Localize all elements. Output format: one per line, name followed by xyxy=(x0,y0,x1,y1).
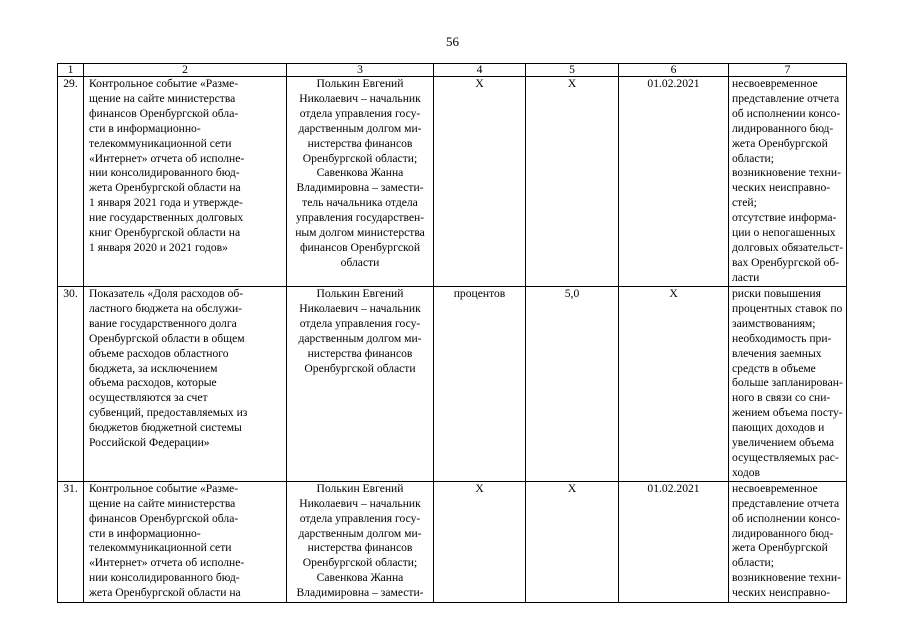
description-cell xyxy=(84,287,287,482)
cell-text-line: финансов Оренбургской xyxy=(299,240,421,254)
cell-text-line: ние государственных долговых xyxy=(89,211,244,225)
cell-text-line: книг Оренбургской области на xyxy=(89,226,241,240)
cell-text-line: представление отчета xyxy=(732,496,840,510)
document-table-container xyxy=(57,63,846,603)
responsible-cell xyxy=(287,77,434,287)
table-row xyxy=(58,481,847,602)
cell-text-line: ческих неисправно- xyxy=(732,181,831,195)
cell-text-line: «Интернет» отчета об исполне- xyxy=(89,151,245,165)
cell-text-line: дарственным долгом ми- xyxy=(298,331,422,345)
cell-text-line: ции о непогашенных xyxy=(732,226,836,240)
cell-text-line: нистерства финансов xyxy=(307,541,413,555)
cell-text-line: дарственным долгом ми- xyxy=(298,526,422,540)
cell-text-line: жета Оренбургской области на xyxy=(89,586,241,600)
cell-text-line: управления государствен- xyxy=(295,211,425,225)
header-cell: 6 xyxy=(619,64,729,77)
cell-text-line: Оренбургской области; xyxy=(302,556,418,570)
header-cell: 3 xyxy=(287,64,434,77)
cell-text-line: щение на сайте министерства xyxy=(89,91,236,105)
cell-text-line: несвоевременное xyxy=(732,77,818,90)
cell-text-line: объеме расходов областного xyxy=(89,346,229,360)
cell-text-line: нии консолидированного бюд- xyxy=(89,571,240,585)
header-cell: 1 xyxy=(58,64,84,77)
cell-text-line: пающих доходов и xyxy=(732,421,825,435)
table-row xyxy=(58,77,847,287)
cell-text-line: представление отчета xyxy=(732,91,840,105)
cell-text-line: нии консолидированного бюд- xyxy=(89,166,240,180)
cell-text-line: Показатель «Доля расходов об- xyxy=(89,287,244,300)
cell-text-line: больше запланирован- xyxy=(732,376,843,390)
cell-text-line: ласти xyxy=(732,270,760,284)
header-cell: 5 xyxy=(526,64,619,77)
cell-text-line: 1 января 2021 года и утвержде- xyxy=(89,196,243,210)
cell-text-line: Оренбургской области xyxy=(304,361,416,375)
cell-text-line: ластного бюджета на обслужи- xyxy=(89,301,243,315)
header-cell: 4 xyxy=(434,64,526,77)
cell-text-line: Полькин Евгений xyxy=(316,481,404,495)
cell-text-line: 1 января 2020 и 2021 годов» xyxy=(89,240,228,254)
cell-text-line: Российской Федерации» xyxy=(89,436,210,450)
cell-text-line: тель начальника отдела xyxy=(302,196,418,210)
cell-text-line: субвенций, предоставляемых из xyxy=(89,406,248,420)
cell-text-line: ным долгом министерства xyxy=(295,226,425,240)
cell-text-line: жета Оренбургской xyxy=(732,541,828,555)
responsible-cell xyxy=(287,481,434,602)
cell-text-line: «Интернет» отчета об исполне- xyxy=(89,556,245,570)
cell-text-line: жета Оренбургской области на xyxy=(89,181,241,195)
cell-text-line: Савенкова Жанна xyxy=(316,571,404,585)
cell-text-line: финансов Оренбургской обла- xyxy=(89,511,239,525)
cell-text-line: финансов Оренбургской обла- xyxy=(89,106,239,120)
cell-text-line: несвоевременное xyxy=(732,481,818,495)
cell-text-line: области; xyxy=(732,556,774,570)
cell-text-line: влечения заемных xyxy=(732,346,822,360)
cell-text-line: Николаевич – начальник xyxy=(299,91,421,105)
value-cell: 5,0 xyxy=(526,287,619,482)
cell-text-line: Николаевич – начальник xyxy=(299,301,421,315)
cell-text-line: дарственным долгом ми- xyxy=(298,121,422,135)
value-cell: Х xyxy=(526,77,619,287)
page-number: 56 xyxy=(446,34,459,49)
cell-text-line: Владимировна – замести- xyxy=(296,586,424,600)
cell-text-line: Полькин Евгений xyxy=(316,77,404,90)
cell-text-line: Контрольное событие «Разме- xyxy=(89,77,239,90)
unit-cell: Х xyxy=(434,481,526,602)
cell-text-line: долговых обязательст- xyxy=(732,240,844,254)
cell-text-line: стей; xyxy=(732,196,757,210)
row-number: 30. xyxy=(58,287,84,482)
cell-text-line: вах Оренбургской об- xyxy=(732,255,840,269)
cell-text-line: возникновение техни- xyxy=(732,166,841,180)
cell-text-line: заимствованиям; xyxy=(732,316,816,330)
cell-text-line: риски повышения xyxy=(732,287,821,300)
cell-text-line: Оренбургской области; xyxy=(302,151,418,165)
cell-text-line: увеличением объема xyxy=(732,436,835,450)
cell-text-line: жением объема посту- xyxy=(732,406,843,420)
cell-text-line: отдела управления госу- xyxy=(299,511,421,525)
cell-text-line: Владимировна – замести- xyxy=(296,181,424,195)
cell-text-line: отсутствие информа- xyxy=(732,211,837,225)
cell-text-line: Николаевич – начальник xyxy=(299,496,421,510)
cell-text-line: средств в объеме xyxy=(732,361,816,375)
cell-text-line: лидированного бюд- xyxy=(732,121,834,135)
date-cell: Х xyxy=(619,287,729,482)
cell-text-line: области xyxy=(340,255,380,269)
table-row xyxy=(58,287,847,482)
cell-text-line: Савенкова Жанна xyxy=(316,166,404,180)
risks-cell xyxy=(729,287,847,482)
table-header-row xyxy=(58,64,847,77)
cell-text-line: необходимость при- xyxy=(732,331,832,345)
unit-cell: Х xyxy=(434,77,526,287)
responsible-cell xyxy=(287,287,434,482)
cell-text-line: ходов xyxy=(732,465,760,479)
cell-text-line: ного в связи со сни- xyxy=(732,391,831,405)
cell-text-line: объема расходов, которые xyxy=(89,376,217,390)
cell-text-line: ческих неисправно- xyxy=(732,586,831,600)
cell-text-line: процентных ставок по xyxy=(732,301,843,315)
risks-cell xyxy=(729,481,847,602)
header-cell: 2 xyxy=(84,64,287,77)
cell-text-line: жета Оренбургской xyxy=(732,136,828,150)
cell-text-line: Оренбургской области в общем xyxy=(89,331,245,345)
cell-text-line: телекоммуникационной сети xyxy=(89,136,232,150)
plan-table xyxy=(57,63,847,603)
cell-text-line: области; xyxy=(732,151,774,165)
cell-text-line: возникновение техни- xyxy=(732,571,841,585)
cell-text-line: лидированного бюд- xyxy=(732,526,834,540)
cell-text-line: осуществляемых рас- xyxy=(732,450,839,464)
cell-text-line: щение на сайте министерства xyxy=(89,496,236,510)
risks-cell xyxy=(729,77,847,287)
cell-text-line: нистерства финансов xyxy=(307,136,413,150)
cell-text-line: бюджета, за исключением xyxy=(89,361,218,375)
cell-text-line: отдела управления госу- xyxy=(299,106,421,120)
cell-text-line: Контрольное событие «Разме- xyxy=(89,481,239,495)
row-number: 29. xyxy=(58,77,84,287)
value-cell: Х xyxy=(526,481,619,602)
description-cell xyxy=(84,481,287,602)
date-cell: 01.02.2021 xyxy=(619,77,729,287)
cell-text-line: об исполнении консо- xyxy=(732,511,841,525)
cell-text-line: сти в информационно- xyxy=(89,526,201,540)
cell-text-line: вание государственного долга xyxy=(89,316,237,330)
cell-text-line: сти в информационно- xyxy=(89,121,201,135)
cell-text-line: нистерства финансов xyxy=(307,346,413,360)
cell-text-line: телекоммуникационной сети xyxy=(89,541,232,555)
date-cell: 01.02.2021 xyxy=(619,481,729,602)
cell-text-line: об исполнении консо- xyxy=(732,106,841,120)
description-cell xyxy=(84,77,287,287)
row-number: 31. xyxy=(58,481,84,602)
cell-text-line: отдела управления госу- xyxy=(299,316,421,330)
header-cell: 7 xyxy=(729,64,847,77)
unit-cell: процентов xyxy=(434,287,526,482)
cell-text-line: бюджетов бюджетной системы xyxy=(89,421,242,435)
cell-text-line: Полькин Евгений xyxy=(316,287,404,300)
cell-text-line: осуществляются за счет xyxy=(89,391,208,405)
